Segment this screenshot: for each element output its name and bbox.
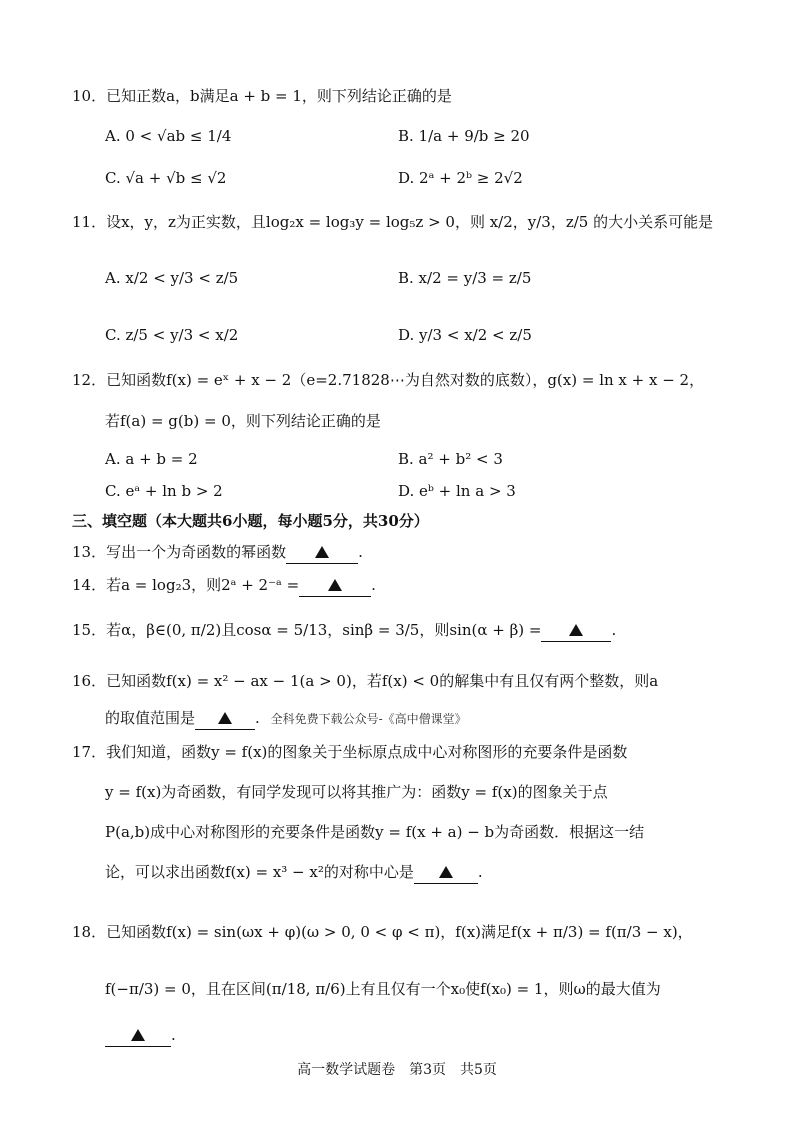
q17-line2: y = f(x)为奇函数，有同学发现可以将其推广为：函数y = f(x)的图象关于点 (105, 783, 608, 801)
q18-line3: . (105, 1025, 176, 1047)
section-heading: 三、填空题（本大题共6小题，每小题5分，共30分） (72, 512, 429, 530)
q10-option-a: A. 0 < √ab ≤ 1/4 (105, 127, 232, 145)
q17-line1: 17．我们知道，函数y = f(x)的图象关于坐标原点成中心对称图形的充要条件是函数 (72, 743, 628, 761)
q17-answer-blank (414, 862, 478, 884)
q17-text: 论，可以求出函数f(x) = x³ − x²的对称中心是 (105, 863, 414, 881)
q11-option-a: A. x/2 < y/3 < z/5 (105, 269, 239, 287)
q16-line1: 16．已知函数f(x) = x² − ax − 1(a > 0)，若f(x) < 0的解集中有且仅有两个整数，则a (72, 672, 659, 690)
q10-stem: 10．已知正数a，b满足a + b = 1，则下列结论正确的是 (72, 87, 452, 105)
q10-option-b: B. 1/a + 9/b ≥ 20 (398, 127, 530, 145)
q16-text: 的取值范围是 (105, 709, 196, 727)
page-footer: 高一数学试题卷 第3页 共5页 (297, 1062, 497, 1078)
q12-option-c: C. eᵃ + ln b > 2 (105, 482, 223, 500)
triangle-icon (328, 579, 342, 591)
q14: 14．若a = log₂3，则2ᵃ + 2⁻ᵃ = . (72, 575, 376, 597)
q18-line1: 18．已知函数f(x) = sin(ωx + φ)(ω > 0, 0 < φ < π)，f(x)满足f(x + π/3) = f(π/3 − x)， (72, 923, 693, 941)
q15-answer-blank (541, 620, 611, 642)
triangle-icon (315, 546, 329, 558)
q16-answer-blank (195, 708, 255, 730)
q17-line4: 论，可以求出函数f(x) = x³ − x²的对称中心是 . (105, 862, 483, 884)
q14-text: 14．若a = log₂3，则2ᵃ + 2⁻ᵃ = (72, 576, 300, 594)
q15: 15．若α，β∈(0, π/2)且cosα = 5/13，sinβ = 3/5，则sin(α + β) = . (72, 620, 616, 642)
q15-text: 15．若α，β∈(0, π/2)且cosα = 5/13，sinβ = 3/5，则sin(α + β) = (72, 621, 542, 639)
q13-text: 13．写出一个为奇函数的幂函数 (72, 543, 287, 561)
q12-option-a: A. a + b = 2 (105, 450, 198, 468)
q11-option-b: B. x/2 = y/3 = z/5 (398, 269, 532, 287)
q13: 13．写出一个为奇函数的幂函数 . (72, 542, 363, 564)
q12-option-d: D. eᵇ + ln a > 3 (398, 482, 516, 500)
triangle-icon (439, 866, 453, 878)
q10-option-c: C. √a + √b ≤ √2 (105, 169, 227, 187)
watermark: 全科免费下载公众号-《高中僧课堂》 (270, 712, 467, 726)
q11-stem: 11．设x，y，z为正实数，且log₂x = log₃y = log₅z > 0，则 x/2，y/3，z/5 的大小关系可能是 (72, 213, 714, 231)
q11-option-d: D. y/3 < x/2 < z/5 (398, 326, 532, 344)
q14-answer-blank (299, 575, 371, 597)
triangle-icon (131, 1029, 145, 1041)
q13-answer-blank (286, 542, 358, 564)
q18-line2: f(−π/3) = 0，且在区间(π/18, π/6)上有且仅有一个x₀使f(x₀) = 1，则ω的最大值为 (105, 980, 661, 998)
q17-line3: P(a,b)成中心对称图形的充要条件是函数y = f(x + a) − b为奇函数．根据这一结 (105, 823, 645, 841)
triangle-icon (569, 624, 583, 636)
q16-line2: 的取值范围是 . 全科免费下载公众号-《高中僧课堂》 (105, 708, 467, 730)
q11-option-c: C. z/5 < y/3 < x/2 (105, 326, 239, 344)
q12-option-b: B. a² + b² < 3 (398, 450, 503, 468)
q10-option-d: D. 2ᵃ + 2ᵇ ≥ 2√2 (398, 169, 523, 187)
q12-stem-continued: 若f(a) = g(b) = 0，则下列结论正确的是 (105, 412, 381, 430)
q12-stem: 12．已知函数f(x) = eˣ + x − 2（e=2.71828⋯为自然对数的底数），g(x) = ln x + x − 2， (72, 371, 705, 389)
triangle-icon (218, 712, 232, 724)
q18-answer-blank (105, 1025, 171, 1047)
